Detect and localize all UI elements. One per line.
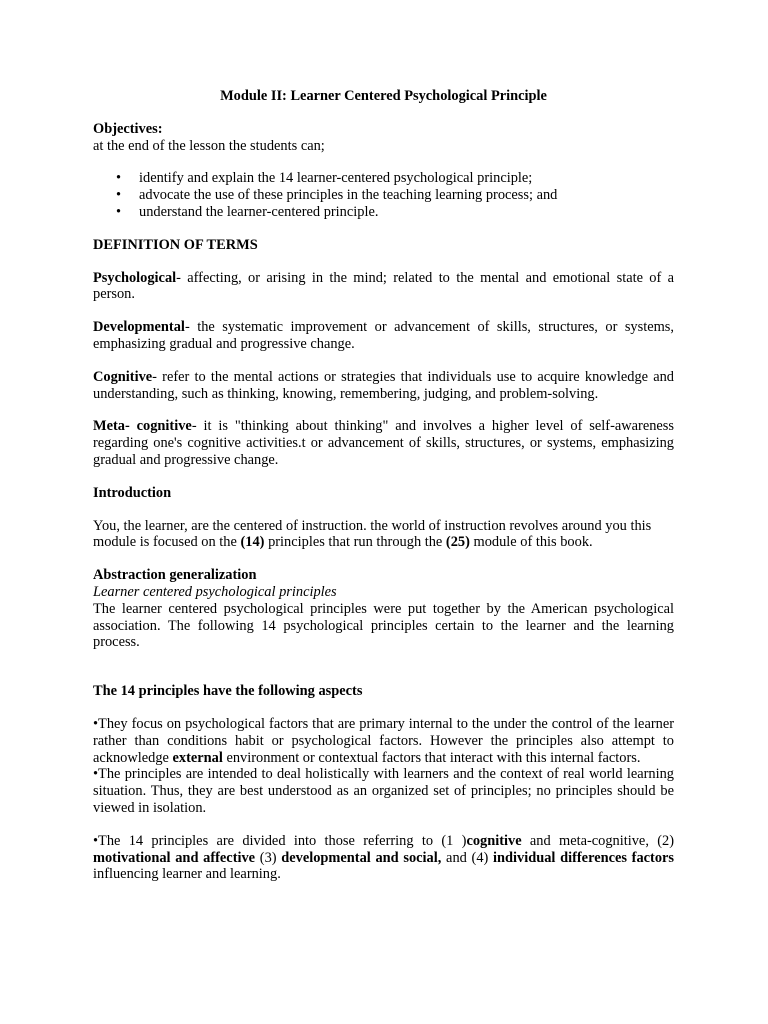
aspects-text: and (4)	[441, 849, 493, 866]
objective-text: understand the learner-centered principle.	[139, 203, 379, 220]
definition-text: - refer to the mental actions or strategies that individuals use to acquire knowledge and understanding, such as thinking, knowing, remembering, judging, and problem-solving.	[93, 368, 674, 402]
abstraction-heading: Abstraction generalization	[93, 567, 257, 584]
objectives-list	[93, 170, 674, 220]
definition-text: - affecting, or arising in the mind; related to the mental and emotional state of a person.	[93, 269, 674, 303]
objectives-heading: Objectives:	[93, 120, 163, 137]
bullet-icon: •	[116, 203, 122, 220]
aspects-text: influencing learner and learning.	[93, 866, 281, 883]
aspects-paragraph-2: •The principles are intended to deal holistically with learners and the context of real world learning situation. Thus, they are best understood as an organized set of principles; no principles should be viewed in isolation.	[93, 766, 674, 816]
aspects-text: •They focus on psychological factors that are primary internal to the under the control of the learner rather than conditions habit or psychological factors. However the principles also attempt to acknowledge	[93, 715, 674, 766]
introduction-paragraph	[93, 518, 674, 552]
definition-item	[93, 418, 674, 468]
definition-text: - it is "thinking about thinking" and involves a higher level of self-awareness regarding one's cognitive activities.t or advancement of skills, structures, or systems, emphasizing gradual and progressive change.	[93, 418, 675, 468]
list-item	[93, 170, 674, 187]
definition-term: Psychological	[93, 269, 177, 286]
aspects-text: •The 14 principles are divided into those referring to (1 )	[93, 832, 467, 849]
definition-item	[93, 369, 674, 403]
aspects-emphasis: individual differences factors	[493, 849, 675, 866]
definition-term: Meta- cognitive	[93, 418, 192, 435]
introduction-text: module of this book.	[469, 534, 593, 551]
aspects-text: (3)	[255, 849, 282, 866]
aspects-text: environment or contextual factors that interact with this internal factors.	[222, 749, 641, 766]
definitions-heading: DEFINITION OF TERMS	[93, 236, 258, 253]
abstraction-subheading: Learner centered psychological principles	[93, 583, 337, 600]
aspects-paragraph-3	[93, 833, 674, 883]
aspects-emphasis: cognitive	[466, 832, 522, 849]
introduction-text: You, the learner, are the centered of instruction. the world of instruction revolves around you this module is focused on the	[93, 517, 652, 551]
aspects-emphasis: motivational and affective	[93, 849, 256, 866]
aspects-paragraph-1	[93, 716, 674, 766]
objectives-intro: at the end of the lesson the students can;	[93, 137, 325, 154]
aspects-heading: The 14 principles have the following aspects	[93, 683, 363, 700]
objective-text: identify and explain the 14 learner-centered psychological principle;	[139, 170, 533, 187]
definition-item	[93, 319, 674, 353]
objective-text: advocate the use of these principles in the teaching learning process; and	[139, 187, 558, 204]
page-title: Module II: Learner Centered Psychological Principle	[220, 88, 547, 104]
definition-item	[93, 270, 674, 304]
aspects-emphasis: developmental and social,	[281, 849, 442, 866]
list-item	[93, 187, 674, 204]
bullet-icon: •	[116, 187, 122, 204]
abstraction-paragraph: The learner centered psychological principles were put together by the American psychological association. The following 14 psychological principles certain to the learner and the learning process.	[93, 600, 674, 651]
definition-text: - the systematic improvement or advancement of skills, structures, or systems, emphasizing gradual and progressive change.	[93, 319, 674, 352]
definition-term: Cognitive	[93, 368, 153, 385]
list-item	[93, 204, 674, 221]
introduction-text: principles that run through the	[264, 534, 446, 551]
introduction-emphasis: (14)	[240, 534, 265, 551]
bullet-icon: •	[116, 170, 122, 187]
aspects-text: and meta-cognitive, (2)	[521, 832, 675, 849]
definition-term: Developmental	[93, 319, 185, 336]
aspects-emphasis: external	[172, 749, 223, 766]
introduction-heading: Introduction	[93, 484, 172, 501]
introduction-emphasis: (25)	[445, 534, 470, 551]
